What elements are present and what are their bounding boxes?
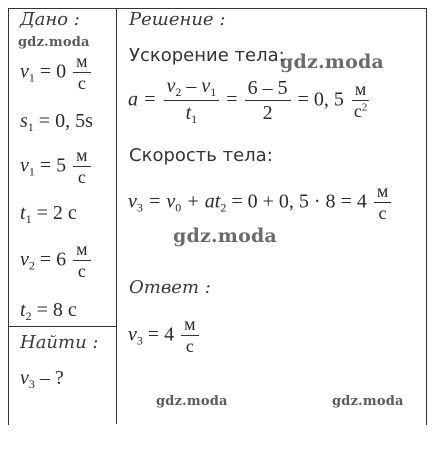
sub: 2 <box>175 85 182 100</box>
sub: 0 <box>175 200 182 215</box>
var: t <box>185 101 192 124</box>
equals: = <box>226 88 238 111</box>
given-v1-row-2 <box>20 146 93 188</box>
unit-num: м <box>181 315 198 336</box>
var: v <box>128 323 137 346</box>
value: = 0 <box>39 60 67 83</box>
header-solution-label: Решение <box>129 9 214 30</box>
fraction <box>245 78 291 124</box>
op: – <box>181 75 202 97</box>
sub: 1 <box>25 212 32 227</box>
given-s1-row <box>20 110 93 135</box>
var: v <box>20 154 29 177</box>
unit-num: м <box>374 182 391 203</box>
given-find-divider <box>8 326 116 327</box>
sub: 3 <box>136 333 143 348</box>
unit-num: м <box>352 80 369 101</box>
header-find-colon: : <box>92 332 99 353</box>
denominator: 2 <box>262 102 273 125</box>
sub: 1 <box>210 85 217 100</box>
speed-label: Скорость тела: <box>129 145 273 166</box>
column-divider <box>116 8 117 424</box>
sub: 1 <box>27 120 34 135</box>
sub: 1 <box>191 111 198 126</box>
value: = 6 <box>39 248 67 271</box>
given-t1-row <box>20 202 77 227</box>
header-answer-label: Ответ <box>129 277 200 298</box>
header-answer <box>129 277 211 298</box>
result: = 0, 5 <box>297 88 344 111</box>
value: = 0, 5s <box>38 110 93 132</box>
unit-num: м <box>73 240 90 261</box>
watermark: gdz.moda <box>280 51 384 73</box>
value: = 4 <box>147 323 175 346</box>
var: t <box>20 299 26 321</box>
watermark: gdz.moda <box>156 394 228 409</box>
numerator: 6 – 5 <box>245 78 291 101</box>
fraction <box>164 76 220 126</box>
speed-formula <box>128 182 393 224</box>
header-solution <box>129 9 225 30</box>
sub: 2 <box>220 200 227 215</box>
acceleration-formula <box>128 76 372 126</box>
var: s <box>20 110 28 132</box>
header-given-label: Дано <box>20 9 69 30</box>
sub: 2 <box>25 309 32 324</box>
sub: 1 <box>28 164 35 179</box>
watermark: gdz.moda <box>173 225 277 247</box>
unit-den-base: с <box>353 101 362 122</box>
var: = v <box>142 190 176 213</box>
unit-den <box>351 101 370 122</box>
header-given <box>20 9 80 30</box>
var: v <box>201 75 211 97</box>
find-v3-row <box>20 367 64 392</box>
sub: 1 <box>28 70 35 85</box>
var: v <box>128 190 137 213</box>
acceleration-label: Ускорение тела: <box>129 45 285 66</box>
var: + at <box>181 190 221 213</box>
unit-num: м <box>73 146 90 167</box>
numerator <box>164 76 220 101</box>
header-find <box>20 332 99 353</box>
sub: 2 <box>28 258 35 273</box>
header-find-label: Найти <box>20 332 87 353</box>
unit-fraction <box>374 182 391 224</box>
given-t2-row <box>20 299 77 324</box>
watermark: gdz.moda <box>18 35 90 50</box>
header-solution-colon: : <box>219 9 226 30</box>
unit-den: с <box>77 260 86 281</box>
header-answer-colon: : <box>204 277 211 298</box>
unit-den: с <box>77 166 86 187</box>
sub: 3 <box>136 200 143 215</box>
unit-den: с <box>77 72 86 93</box>
value: – ? <box>39 367 64 389</box>
denominator <box>183 101 201 126</box>
unit-fraction <box>73 146 90 188</box>
sub: 3 <box>28 377 35 392</box>
value: = 2 с <box>36 202 77 224</box>
unit-fraction <box>73 240 90 282</box>
answer-formula <box>128 315 201 357</box>
var: v <box>20 60 29 83</box>
unit-fraction <box>351 80 370 122</box>
unit-fraction <box>181 315 198 357</box>
given-v2-row <box>20 240 93 282</box>
lhs: a = <box>128 88 157 111</box>
unit-den-exponent: 2 <box>361 101 368 114</box>
given-v1-row <box>20 52 93 94</box>
var: v <box>166 75 176 97</box>
value: = 0 + 0, 5 · 8 = 4 <box>226 190 367 213</box>
value: = 8 с <box>36 299 77 321</box>
header-given-colon: : <box>73 9 80 30</box>
unit-den: с <box>185 335 194 356</box>
unit-fraction <box>73 52 90 94</box>
var: t <box>20 202 26 224</box>
unit-num: м <box>73 52 90 73</box>
value: = 5 <box>39 154 67 177</box>
var: v <box>20 367 29 389</box>
watermark: gdz.moda <box>332 394 404 409</box>
unit-den: с <box>378 202 387 223</box>
var: v <box>20 248 29 271</box>
